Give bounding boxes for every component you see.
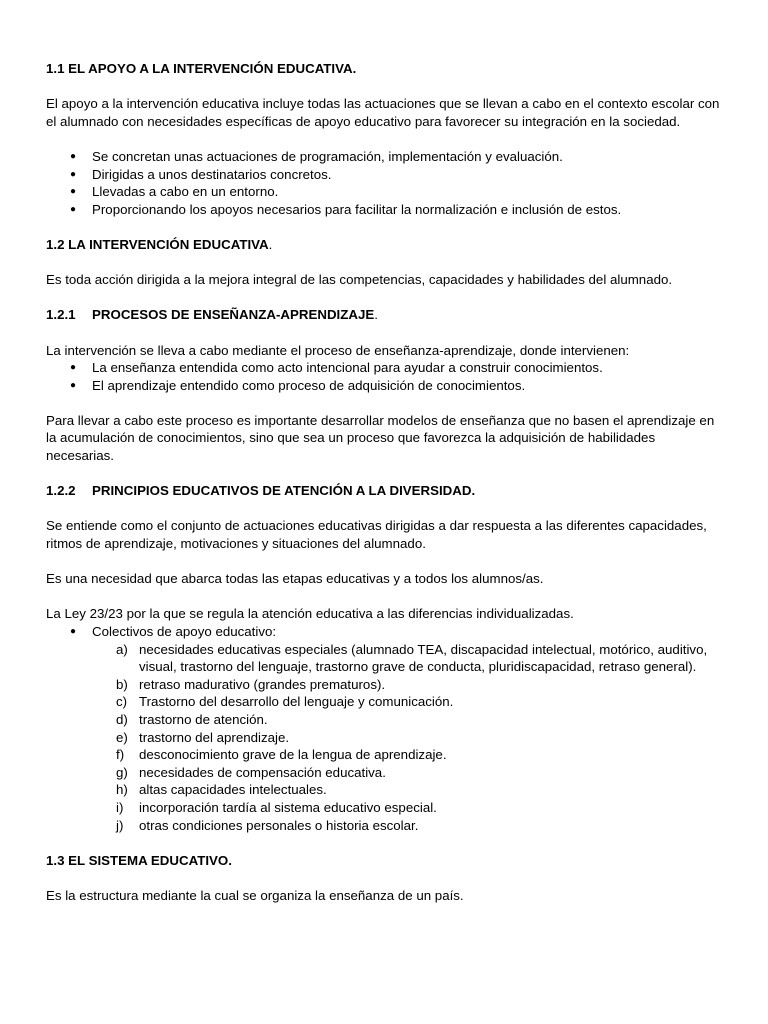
paragraph-necesidad: Es una necesidad que abarca todas las etapas educativas y a todos los alumnos/as. [46, 571, 544, 587]
heading-1-2 [46, 236, 722, 254]
paragraph-intervencion: Es toda acción dirigida a la mejora integral de las competencias, capacidades y habilidades del alumnado. [46, 272, 673, 288]
paragraph-apoyo: El apoyo a la intervención educativa incluye todas las actuaciones que se llevan a cabo en el contexto escolar con el alumnado con necesidades específicas de apoyo educativo para favorecer su integración en la sociedad. [46, 96, 720, 129]
list-item-text: trastorno del aprendizaje. [139, 729, 290, 745]
list-item [116, 641, 722, 676]
list-item [116, 729, 722, 747]
list-item: ● La enseñanza entendida como acto intencional para ayudar a construir conocimientos. [70, 359, 722, 377]
list-item-text: trastorno de atención. [139, 711, 268, 727]
list-item: ● Proporcionando los apoyos necesarios para facilitar la normalización e inclusión de estos. [70, 201, 722, 219]
paragraph-proceso: Para llevar a cabo este proceso es importante desarrollar modelos de enseñanza que no basen el aprendizaje en la acumulación de conocimientos, sino que sea un proceso que favorezca la adquisición de habilidades necesarias. [46, 412, 715, 464]
list-marker: c) [116, 694, 128, 710]
heading-1-2-1-number: 1.2.1 [46, 307, 76, 323]
list-item: ● Llevadas a cabo en un entorno. [70, 183, 722, 201]
heading-1-3: 1.3 EL SISTEMA EDUCATIVO. [46, 852, 232, 868]
list-item: ● Dirigidas a unos destinatarios concretos. [70, 166, 722, 184]
list-item-text: desconocimiento grave de la lengua de aprendizaje. [139, 747, 447, 763]
list-item [116, 764, 722, 782]
list-item [116, 781, 722, 799]
list-marker: i) [116, 799, 124, 815]
list-item [116, 693, 722, 711]
bullet-list-colectivos [46, 623, 722, 641]
list-marker: f) [116, 747, 125, 763]
list-item-text: necesidades educativas especiales (alumnado TEA, discapacidad intelectual, motórico, auditivo, visual, trastorno del lenguaje, trastorno grave de conducta, pluridiscapacidad, retraso general). [139, 641, 708, 675]
list-item [116, 711, 722, 729]
heading-1-2-period: . [268, 236, 273, 252]
heading-1-2-2-text: PRINCIPIOS EDUCATIVOS DE ATENCIÓN A LA DIVERSIDAD. [92, 483, 476, 499]
list-marker: h) [116, 782, 128, 798]
list-item-text: altas capacidades intelectuales. [139, 782, 327, 798]
paragraph-proceso-intro: La intervención se lleva a cabo mediante el proceso de enseñanza-aprendizaje, donde intervienen: [46, 342, 630, 358]
heading-1-1: 1.1 EL APOYO A LA INTERVENCIÓN EDUCATIVA. [46, 61, 357, 76]
list-item [116, 817, 722, 835]
heading-1-2-1 [46, 306, 722, 324]
list-item [116, 799, 722, 817]
bullet-list-apoyo [46, 148, 722, 218]
list-item-text: incorporación tardía al sistema educativo especial. [139, 799, 437, 815]
heading-1-2-2-number: 1.2.2 [46, 483, 76, 499]
list-marker: a) [116, 641, 128, 657]
paragraph-sistema: Es la estructura mediante la cual se organiza la enseñanza de un país. [46, 887, 464, 903]
heading-1-2-text: 1.2 LA INTERVENCIÓN EDUCATIVA [46, 236, 269, 252]
list-item [116, 746, 722, 764]
list-item [116, 676, 722, 694]
list-item: ● Se concretan unas actuaciones de programación, implementación y evaluación. [70, 148, 722, 166]
bullet-list-proceso [46, 359, 722, 394]
list-marker: g) [116, 764, 128, 780]
list-item-text: otras condiciones personales o historia escolar. [139, 817, 419, 833]
list-marker: j) [116, 817, 124, 833]
heading-1-2-1-period: . [374, 307, 378, 323]
heading-1-2-1-text: PROCESOS DE ENSEÑANZA-APRENDIZAJE [92, 307, 375, 323]
paragraph-diversidad: Se entiende como el conjunto de actuaciones educativas dirigidas a dar respuesta a las diferentes capacidades, ritmos de aprendizaje, motivaciones y situaciones del alumnado. [46, 518, 707, 552]
list-marker: e) [116, 729, 128, 745]
heading-1-2-2 [46, 482, 722, 500]
list-item-text: necesidades de compensación educativa. [139, 764, 386, 780]
list-item-text: Trastorno del desarrollo del lenguaje y comunicación. [139, 694, 454, 710]
lettered-list-colectivos [46, 641, 722, 835]
list-item-text: retraso madurativo (grandes prematuros). [139, 676, 386, 692]
list-item: ● El aprendizaje entendido como proceso de adquisición de conocimientos. [70, 377, 722, 395]
paragraph-ley: La Ley 23/23 por la que se regula la atención educativa a las diferencias individualizadas. [46, 606, 574, 622]
list-marker: b) [116, 676, 128, 692]
list-marker: d) [116, 711, 128, 727]
list-item: ● Colectivos de apoyo educativo: [70, 623, 722, 641]
